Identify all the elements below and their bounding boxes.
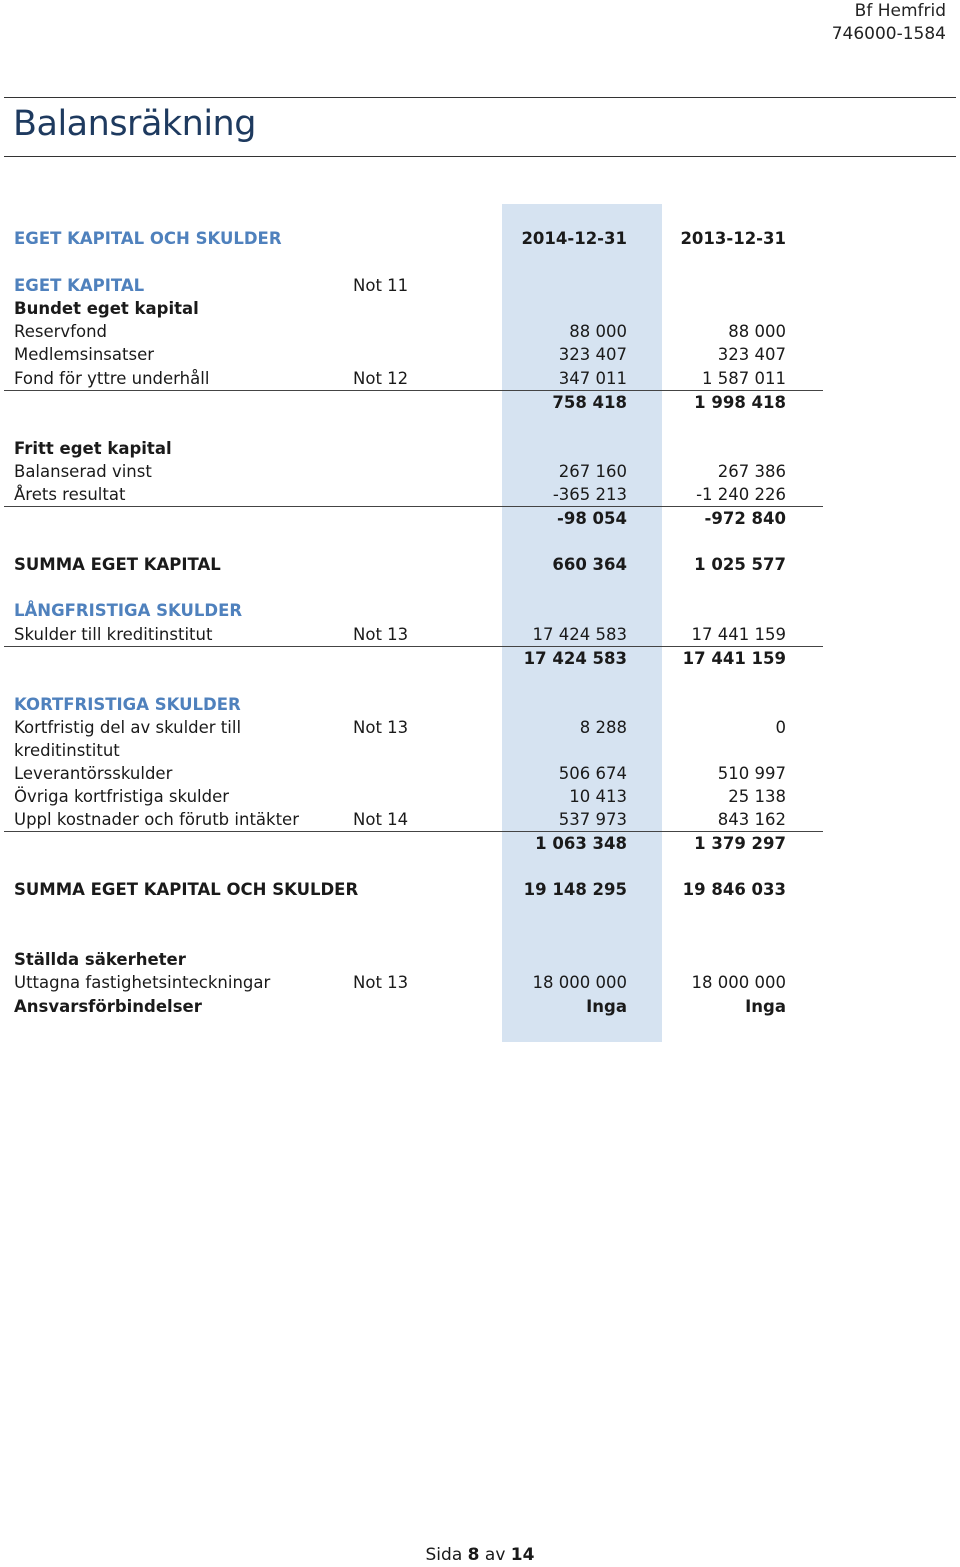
- subtotal-rule: [4, 390, 823, 391]
- subtotal-row: [14, 508, 824, 530]
- column-header-current: 2014-12-31: [521, 229, 627, 248]
- eget-kapital-title: EGET KAPITAL: [14, 276, 145, 295]
- subtotal-rule: [4, 506, 823, 507]
- summa-total-current: 19 148 295: [523, 880, 627, 899]
- subtotal-previous: 1 379 297: [694, 834, 786, 853]
- row-value-previous: 1 587 011: [702, 369, 786, 388]
- summa-eget-kapital-label: SUMMA EGET KAPITAL: [14, 555, 221, 574]
- row-value-current: 267 160: [558, 462, 627, 481]
- title-bottom-rule: [4, 156, 956, 157]
- org-name: Bf Hemfrid: [854, 1, 946, 21]
- row-label: Årets resultat: [14, 485, 126, 504]
- row-note: Not 12: [353, 369, 409, 388]
- table-row: [14, 484, 824, 506]
- row-value-current: 18 000 000: [532, 973, 627, 992]
- subtotal-previous: 1 998 418: [694, 393, 786, 412]
- row-value-previous: 17 441 159: [691, 625, 786, 644]
- subtotal-previous: -972 840: [704, 509, 786, 528]
- footer-sep: av: [484, 1545, 506, 1565]
- row-label: Leverantörsskulder: [14, 764, 173, 783]
- subtotal-current: -98 054: [557, 509, 627, 528]
- row-value-previous: 88 000: [728, 322, 786, 341]
- row-value-current: 17 424 583: [532, 625, 627, 644]
- table-row: [14, 809, 824, 831]
- stallda-title: Ställda säkerheter: [14, 950, 186, 969]
- table-row: [14, 763, 824, 785]
- row-value-previous: 0: [775, 718, 786, 737]
- table-row: [14, 321, 824, 343]
- row-note: Not 14: [353, 810, 409, 829]
- row-label: Övriga kortfristiga skulder: [14, 787, 230, 806]
- summa-eget-kapital-row: [14, 554, 824, 576]
- footer-total: 14: [510, 1545, 535, 1565]
- section-header-row: [14, 228, 824, 250]
- row-value-current: 537 973: [558, 810, 627, 829]
- ansvar-current: Inga: [586, 997, 627, 1016]
- row-value-current: -365 213: [552, 485, 627, 504]
- subtotal-current: 1 063 348: [535, 834, 627, 853]
- row-label: Fond för yttre underhåll: [14, 369, 210, 388]
- row-label: Kortfristig del av skulder till kreditinstitut: [14, 718, 242, 760]
- subtotal-row: [14, 833, 824, 855]
- subtotal-current: 17 424 583: [523, 649, 627, 668]
- subtotal-current: 758 418: [552, 393, 627, 412]
- row-value-previous: 18 000 000: [691, 973, 786, 992]
- section-title: EGET KAPITAL OCH SKULDER: [14, 229, 282, 248]
- footer-page: 8: [467, 1545, 480, 1565]
- summa-eget-kapital-current: 660 364: [552, 555, 627, 574]
- table-row: [14, 624, 824, 646]
- row-value-previous: 25 138: [728, 787, 786, 806]
- row-note: Not 13: [353, 718, 409, 737]
- fritt-header: [14, 438, 824, 460]
- eget-kapital-note: Not 11: [353, 276, 409, 295]
- stallda-header: [14, 949, 824, 971]
- column-header-previous: 2013-12-31: [680, 229, 786, 248]
- table-row: [14, 461, 824, 483]
- fritt-title: Fritt eget kapital: [14, 439, 172, 458]
- subtotal-rule: [4, 646, 823, 647]
- row-value-previous: -1 240 226: [696, 485, 786, 504]
- row-value-previous: 843 162: [717, 810, 786, 829]
- row-note: Not 13: [353, 625, 409, 644]
- table-row: [14, 717, 824, 762]
- subtotal-previous: 17 441 159: [682, 649, 786, 668]
- summa-total-label: SUMMA EGET KAPITAL OCH SKULDER: [14, 880, 359, 899]
- page-title: Balansräkning: [13, 104, 256, 144]
- row-value-previous: 323 407: [717, 345, 786, 364]
- row-value-current: 506 674: [558, 764, 627, 783]
- table-row: [14, 344, 824, 366]
- kortfristiga-title: KORTFRISTIGA SKULDER: [14, 695, 241, 714]
- row-note: Not 13: [353, 973, 409, 992]
- row-value-current: 10 413: [569, 787, 627, 806]
- summa-eget-kapital-previous: 1 025 577: [694, 555, 786, 574]
- ansvar-label: Ansvarsförbindelser: [14, 997, 202, 1016]
- row-value-previous: 267 386: [717, 462, 786, 481]
- eget-kapital-header: [14, 275, 824, 297]
- page-footer: [0, 1545, 960, 1565]
- row-label: Uppl kostnader och förutb intäkter: [14, 810, 299, 829]
- row-label: Uttagna fastighetsinteckningar: [14, 973, 271, 992]
- summa-total-row: [14, 879, 824, 901]
- org-number: 746000-1584: [831, 24, 946, 44]
- row-label: Skulder till kreditinstitut: [14, 625, 213, 644]
- row-label: Medlemsinsatser: [14, 345, 155, 364]
- row-value-current: 88 000: [569, 322, 627, 341]
- bundet-title: Bundet eget kapital: [14, 299, 199, 318]
- table-row: [14, 786, 824, 808]
- ansvar-previous: Inga: [745, 997, 786, 1016]
- subtotal-rule: [4, 831, 823, 832]
- subtotal-row: [14, 648, 824, 670]
- table-row: [14, 972, 824, 994]
- kortfristiga-header: [14, 694, 824, 716]
- title-top-rule: [4, 97, 956, 98]
- table-row: [14, 368, 824, 390]
- langfristiga-title: LÅNGFRISTIGA SKULDER: [14, 601, 243, 620]
- summa-total-previous: 19 846 033: [682, 880, 786, 899]
- ansvar-row: [14, 996, 824, 1018]
- org-header: [832, 0, 946, 46]
- row-value-current: 8 288: [579, 718, 627, 737]
- row-value-current: 323 407: [558, 345, 627, 364]
- footer-prefix: Sida: [425, 1545, 463, 1565]
- bundet-header: [14, 298, 824, 320]
- row-label: Reservfond: [14, 322, 108, 341]
- row-value-previous: 510 997: [717, 764, 786, 783]
- row-label: Balanserad vinst: [14, 462, 152, 481]
- langfristiga-header: [14, 600, 824, 622]
- subtotal-row: [14, 392, 824, 414]
- row-value-current: 347 011: [558, 369, 627, 388]
